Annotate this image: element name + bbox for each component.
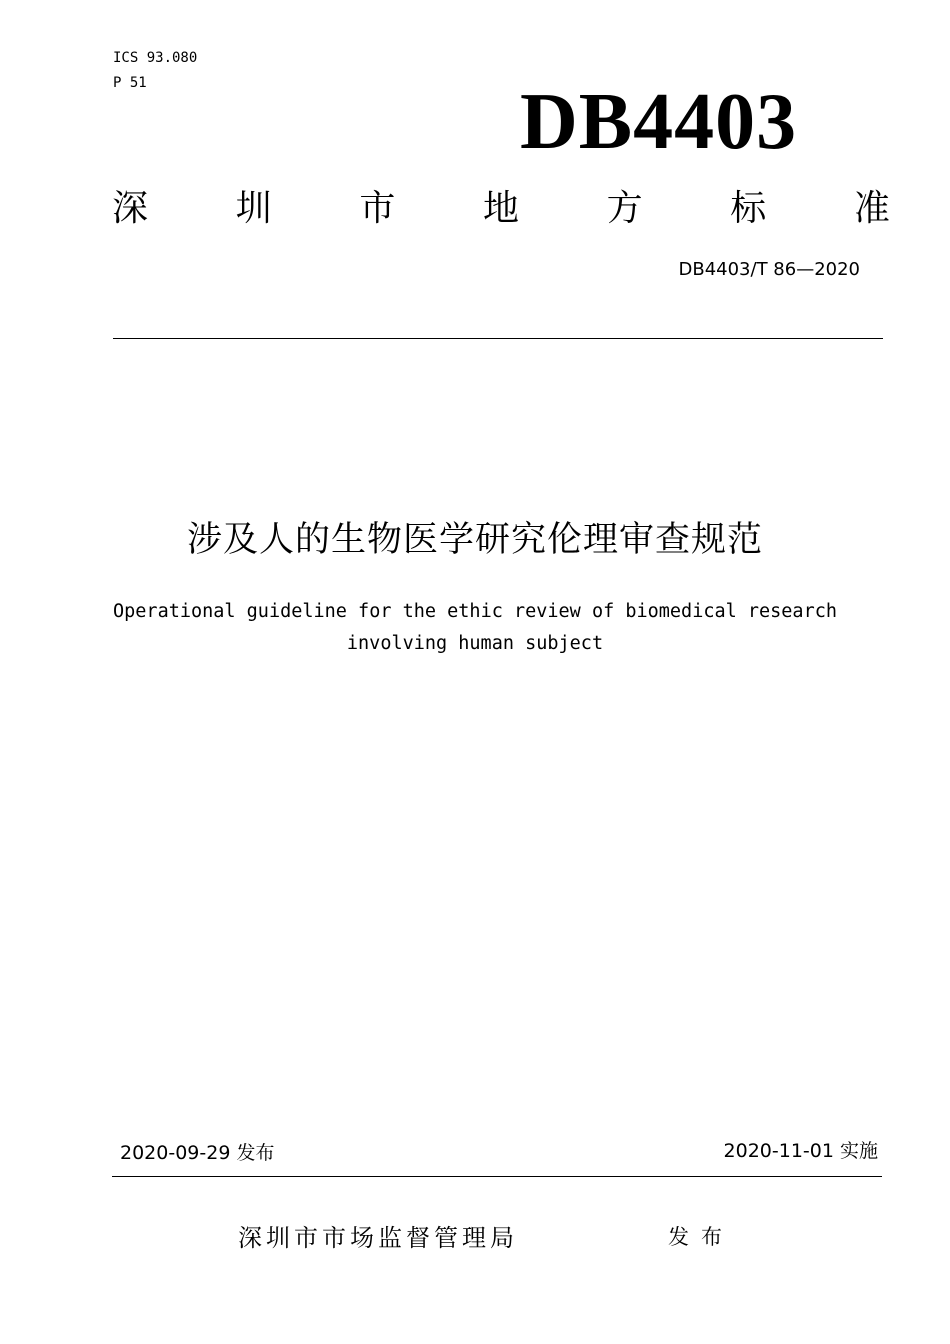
ccs-code: P 51 (113, 75, 147, 91)
standard-code: DB4403 (520, 78, 798, 166)
title-english-line-1: Operational guideline for the ethic review of biomedical research (113, 601, 837, 622)
issued-label: 发布 (668, 1225, 734, 1249)
bottom-divider (112, 1176, 882, 1177)
implementation-date: 2020-11-01 实施 (723, 1140, 878, 1162)
title-english-line-2: involving human subject (346, 633, 604, 654)
issuing-authority: 深圳市市场监督管理局 (238, 1224, 518, 1252)
standard-type-char: 市 (359, 188, 396, 229)
standard-type-char: 圳 (235, 188, 272, 229)
standard-type-char: 标 (730, 188, 767, 229)
standard-type-char: 方 (606, 188, 643, 229)
ics-code: ICS 93.080 (113, 50, 198, 66)
standard-type-char: 地 (482, 188, 519, 229)
standard-number: DB4403/T 86—2020 (678, 259, 860, 280)
title-chinese: 涉及人的生物医学研究伦理审查规范 (186, 520, 763, 560)
standard-type (112, 186, 890, 232)
standard-type-char: 准 (853, 188, 890, 229)
standard-type-char: 深 (112, 188, 149, 229)
issue-date: 2020-09-29 发布 (120, 1142, 275, 1164)
top-divider (113, 338, 883, 339)
